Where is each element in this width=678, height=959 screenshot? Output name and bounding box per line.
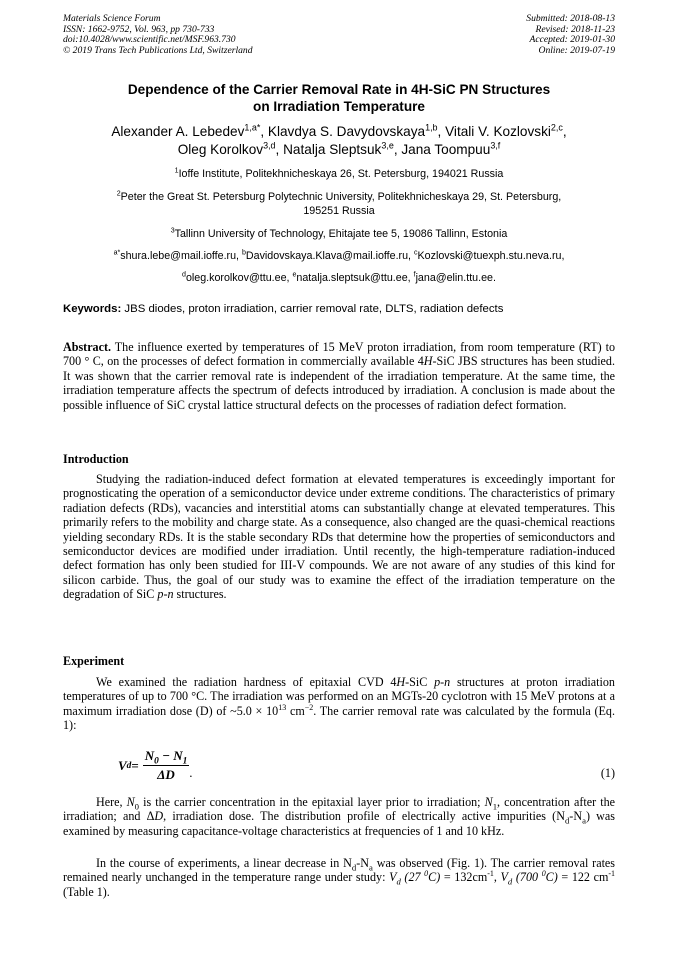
introduction-text: [63, 472, 615, 602]
author-name: Alexander A. Lebedev: [111, 124, 245, 139]
formula-n1: − N: [158, 748, 183, 763]
abstract-italic: H: [423, 354, 433, 369]
affiliation-2: [63, 190, 615, 218]
keywords-text: JBS diodes, proton irradiation, carrier removal rate, DLTS, radiation defects: [121, 303, 504, 315]
exp-sup: 0: [424, 869, 429, 879]
exp-italic: N: [126, 795, 135, 809]
carrier-removal-formula: V d = $\frac{N_0 - N_1}{\Delta D}$ .: [118, 748, 193, 782]
formula-n0: N: [144, 748, 155, 763]
exp-sub: a: [369, 862, 373, 873]
exp-sub: d: [351, 862, 357, 873]
formula-denominator: ΔD: [157, 767, 175, 782]
exp-text: C): [545, 870, 558, 885]
exp-italic: H: [396, 675, 406, 689]
author-sup: 3,d: [263, 140, 276, 151]
author-sup: 3,f: [490, 140, 501, 151]
exp-text: is the carrier concentration in the epitaxial layer prior to irradiation;: [139, 795, 485, 809]
exp-italic: V: [389, 870, 397, 885]
abstract: [63, 340, 615, 412]
email-sup: b: [242, 249, 246, 257]
exp-text: (27: [400, 870, 425, 885]
title-line-2: on Irradiation Temperature: [253, 99, 425, 114]
exp-italic: V: [500, 870, 508, 885]
accepted-date: Accepted: 2019-01-30: [529, 34, 615, 46]
exp-sub: d: [396, 876, 401, 887]
exp-text: = 122 cm: [557, 870, 609, 885]
affiliation-1: [63, 167, 615, 181]
exp-sub: d: [507, 876, 513, 887]
email-sup: c: [414, 249, 418, 257]
formula-equals: =: [131, 757, 139, 773]
affiliation-3: [63, 227, 615, 241]
email-list: [63, 249, 615, 285]
paper-title: [63, 81, 615, 115]
author-name: Natalja Sleptsuk: [283, 142, 382, 157]
abstract-text: -SiC JBS structures has been studied. It was shown that the carrier removal rate is independent of the irradiation temperature. At the same time, the irradiation temperature affects the spectrum of defects introduced by irradiation. A conclusion is made about the possible influence of SiC crystal lattice structural defects on the processes of radiation defect formation.: [63, 354, 615, 412]
formula-numerator: [143, 748, 190, 766]
email-address: Davidovskaya.Klava@mail.ioffe.ru,: [245, 250, 414, 262]
abstract-text: The influence exerted by temperatures of 15 MeV proton irradiation, from room temperature (RT) to 700 ° C, on the processes of defect formation in commercially available 4: [63, 340, 615, 369]
email-sup: d: [182, 271, 186, 279]
exp-text: ,: [493, 870, 501, 885]
email-address: oleg.korolkov@ttu.ee,: [185, 272, 293, 284]
exp-sup: -1: [608, 869, 615, 879]
exp-text: structures at proton irradiation temperatures of up to 700 °C. The irradiation was performed on an MGTs-20 cyclotron with 15 MeV protons at a maximum irradiation dose (D) of ~5.0 × 10: [63, 675, 615, 718]
exp-text: . The carrier removal rate was calculated by the formula (Eq. 1):: [63, 703, 616, 733]
exp-text: -N: [569, 809, 583, 824]
email-sup: f: [413, 271, 416, 279]
title-line-1: Dependence of the Carrier Removal Rate in 4H-SiC PN Structures: [127, 82, 551, 97]
exp-text: cm: [286, 703, 305, 718]
exp-sup: −2: [304, 702, 314, 712]
exp-sub: a: [582, 815, 586, 826]
revised-date: Revised: 2018-11-23: [535, 23, 615, 35]
email-sup: e: [292, 271, 297, 279]
keywords-label: Keywords:: [63, 303, 122, 315]
exp-sub: 0: [134, 801, 140, 812]
author-name: Vitali V. Kozlovski: [445, 124, 551, 139]
author-list: Alexander A. Lebedev$^{1,a*}$, Klavdya S. Davydovskaya$^{1,b}$, Vitali V. Kozlovski$^{2,c}$, Oleg Korolkov$^{3,d}$, Natalja Sleptsuk$^{3,e}$, Jana Toompuu$^{3,f}$: [111, 122, 567, 157]
formula-lhs: V: [118, 757, 127, 773]
email-address: shura.lebe@mail.ioffe.ru,: [120, 250, 242, 262]
exp-text: , concentration after the irradiation; and Δ: [63, 795, 615, 824]
exp-sup: 0: [541, 869, 546, 879]
affiliation-text: Ioffe Institute, Politekhnicheskaya 26, St. Petersburg, 194021 Russia: [178, 168, 504, 180]
introduction-heading: Introduction: [63, 452, 129, 466]
email-address: natalja.sleptsuk@ttu.ee,: [296, 272, 414, 284]
exp-text: -SiC: [405, 675, 435, 689]
exp-text: = 132cm: [440, 870, 488, 885]
exp-sup: -1: [487, 869, 494, 879]
exp-italic: N: [484, 795, 493, 809]
formula-sub: 0: [154, 756, 159, 767]
author-name: Oleg Korolkov: [177, 142, 264, 157]
author-sup: 1,b: [425, 122, 438, 133]
exp-text: We examined the radiation hardness of epitaxial CVD 4: [96, 675, 397, 689]
online-date: Online: 2019-07-19: [538, 44, 615, 56]
formula-fraction: [143, 748, 193, 783]
dates-info: [526, 14, 615, 56]
author-sup: 3,e: [381, 140, 394, 151]
intro-text: structures.: [173, 587, 227, 602]
exp-text: (700: [512, 870, 542, 885]
experiment-paragraph-3: [63, 856, 615, 899]
intro-italic: p-n: [157, 587, 174, 602]
author-name: Klavdya S. Davydovskaya: [267, 124, 426, 139]
journal-info: [63, 14, 253, 56]
email-sup: a*: [113, 249, 121, 257]
doi: doi:10.4028/www.scientific.net/MSF.963.730: [63, 34, 236, 46]
journal-name: Materials Science Forum: [63, 13, 161, 24]
exp-italic: D: [154, 809, 164, 824]
exp-sub: d: [564, 815, 570, 826]
exp-sup: 13: [278, 702, 287, 712]
affiliation-text: 195251 Russia: [303, 205, 375, 217]
issn: ISSN: 1662-9752, Vol. 963, pp 730-733: [63, 23, 215, 35]
exp-italic: p-n: [434, 675, 451, 689]
email-address: jana@elin.ttu.ee.: [415, 272, 496, 284]
email-address: Kozlovski@tuexph.stu.neva.ru,: [417, 250, 565, 262]
exp-text: C): [428, 870, 441, 885]
experiment-heading: Experiment: [63, 654, 125, 668]
equation-number: (1): [600, 766, 615, 780]
copyright: © 2019 Trans Tech Publications Ltd, Switzerland: [63, 44, 253, 56]
exp-text: was observed (Fig. 1). The carrier removal rates remained nearly unchanged in the temperature range under study:: [63, 856, 616, 885]
exp-sub: 1: [492, 801, 498, 812]
experiment-paragraph-2: [63, 795, 615, 838]
experiment-paragraph-1: [63, 675, 615, 733]
exp-text: In the course of experiments, a linear decrease in N: [96, 856, 352, 870]
intro-text: Studying the radiation-induced defect formation at elevated temperatures is exceedingly important for prognosticating the operation of a semiconductor device under extreme conditions. The characteristics of primary radiation defects (RDs), vacancies and interstitial atoms can substantially change at elevated temperatures. This primarily refers to the mobility and charge state. As a consequence, also changed are the quasi-chemical reactions yielding secondary RDs. It is the stable secondary RDs that determine how the properties of semiconductors and semiconductor devices are modified under irradiation. Until recently, the high-temperature radiation-induced defect formation has only been studied for III-V compounds. We are not aware of any studies of this kind for silicon carbide. Thus, the goal of our study was to examine the effect of the irradiation temperature on the degradation of SiC: [63, 472, 615, 602]
formula-period: .: [189, 764, 193, 780]
affiliation-sup: 3: [170, 227, 175, 235]
author-sup: 1,a*: [244, 122, 261, 133]
exp-text: -N: [356, 856, 370, 870]
author-name: Jana Toompuu: [401, 142, 491, 157]
affiliation-text: Peter the Great St. Petersburg Polytechnic University, Politekhnicheskaya 29, St. Petersburg,: [120, 191, 562, 203]
exp-text: (Table 1).: [63, 884, 110, 899]
affiliation-sup: 1: [174, 167, 179, 175]
affiliation-text: Tallinn University of Technology, Ehitajate tee 5, 19086 Tallinn, Estonia: [174, 228, 508, 240]
submitted-date: Submitted: 2018-08-13: [526, 13, 615, 24]
keywords: [63, 302, 615, 316]
affiliation-sup: 2: [116, 190, 121, 198]
exp-text: Here,: [96, 795, 127, 809]
exp-text: , irradiation dose. The distribution profile of electrically active impurities (N: [163, 809, 565, 824]
abstract-label: Abstract.: [63, 340, 112, 354]
exp-text: ) was examined by measuring capacitance-voltage characteristics at frequencies of 1 and 10 kHz.: [63, 809, 615, 838]
formula-sub: 1: [182, 756, 188, 767]
author-sup: 2,c: [550, 122, 563, 133]
